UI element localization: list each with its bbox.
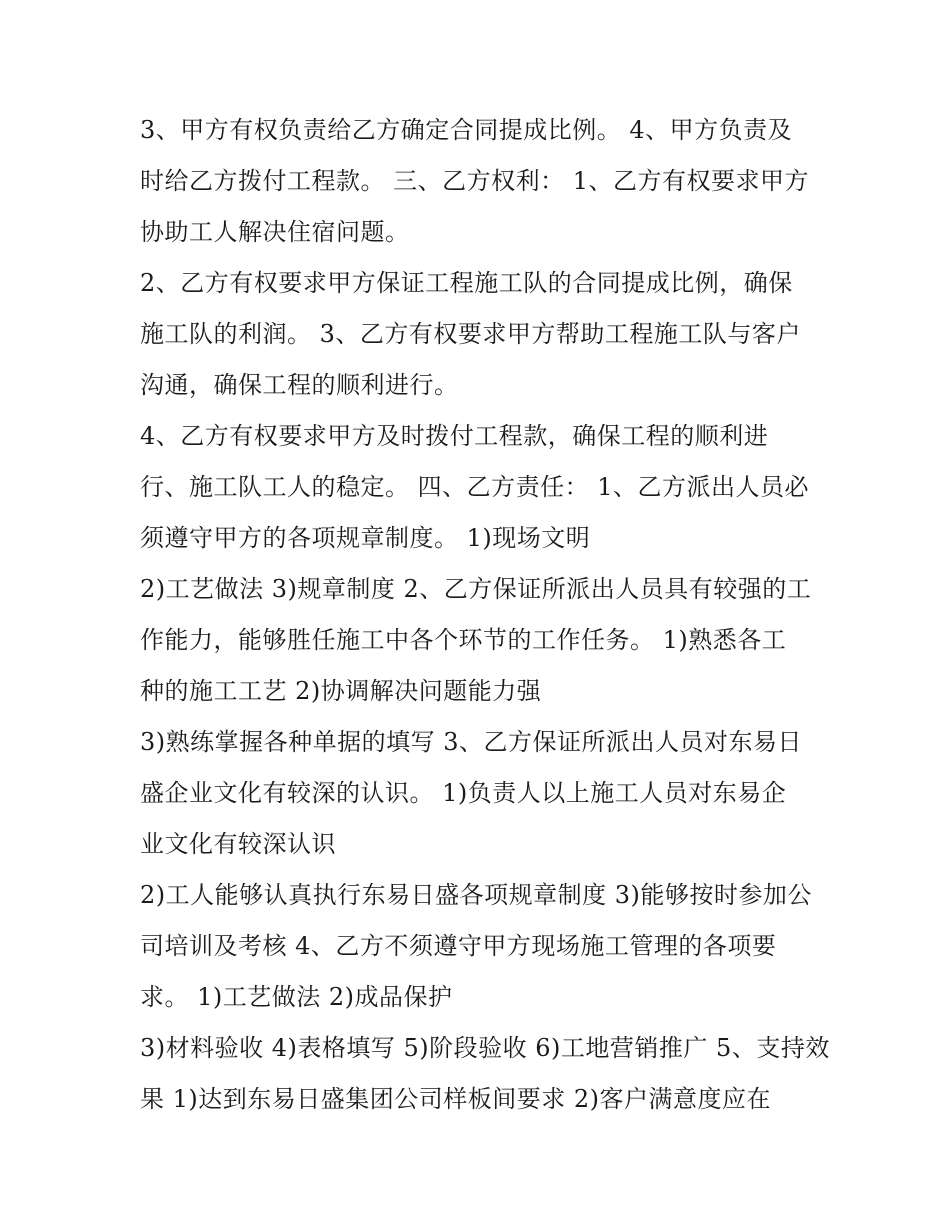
text-line: 沟通，确保工程的顺利进行。: [140, 371, 459, 399]
text-line: 3)材料验收 4)表格填写 5)阶段验收 6)工地营销推广 5、支持效: [140, 1034, 830, 1062]
text-line: 2、乙方有权要求甲方保证工程施工队的合同提成比例，确保: [140, 269, 793, 297]
text-line: 2)工艺做法 3)规章制度 2、乙方保证所派出人员具有较强的工: [140, 575, 812, 603]
text-line: 3)熟练掌握各种单据的填写 3、乙方保证所派出人员对东易日: [140, 728, 803, 756]
text-line: 求。 1)工艺做法 2)成品保护: [140, 983, 453, 1011]
text-line: 作能力，能够胜任施工中各个环节的工作任务。 1)熟悉各工: [140, 626, 787, 654]
text-line: 施工队的利润。 3、乙方有权要求甲方帮助工程施工队与客户: [140, 320, 801, 348]
text-line: 协助工人解决住宿问题。: [140, 218, 410, 246]
text-line: 3、甲方有权负责给乙方确定合同提成比例。 4、甲方负责及: [140, 116, 793, 144]
text-line: 种的施工工艺 2)协调解决问题能力强: [140, 677, 542, 705]
text-line: 时给乙方拨付工程款。 三、乙方权利： 1、乙方有权要求甲方: [140, 167, 810, 195]
text-line: 盛企业文化有较深的认识。 1)负责人以上施工人员对东易企: [140, 779, 787, 807]
text-line: 须遵守甲方的各项规章制度。 1)现场文明: [140, 524, 591, 552]
text-line: 行、施工队工人的稳定。 四、乙方责任： 1、乙方派出人员必: [140, 473, 810, 501]
text-line: 4、乙方有权要求甲方及时拨付工程款，确保工程的顺利进: [140, 422, 769, 450]
text-line: 业文化有较深认识: [140, 830, 336, 858]
text-line: 2)工人能够认真执行东易日盛各项规章制度 3)能够按时参加公: [140, 881, 812, 909]
text-line: 司培训及考核 4、乙方不须遵守甲方现场施工管理的各项要: [140, 932, 777, 960]
text-line: 果 1)达到东易日盛集团公司样板间要求 2)客户满意度应在: [140, 1085, 772, 1113]
